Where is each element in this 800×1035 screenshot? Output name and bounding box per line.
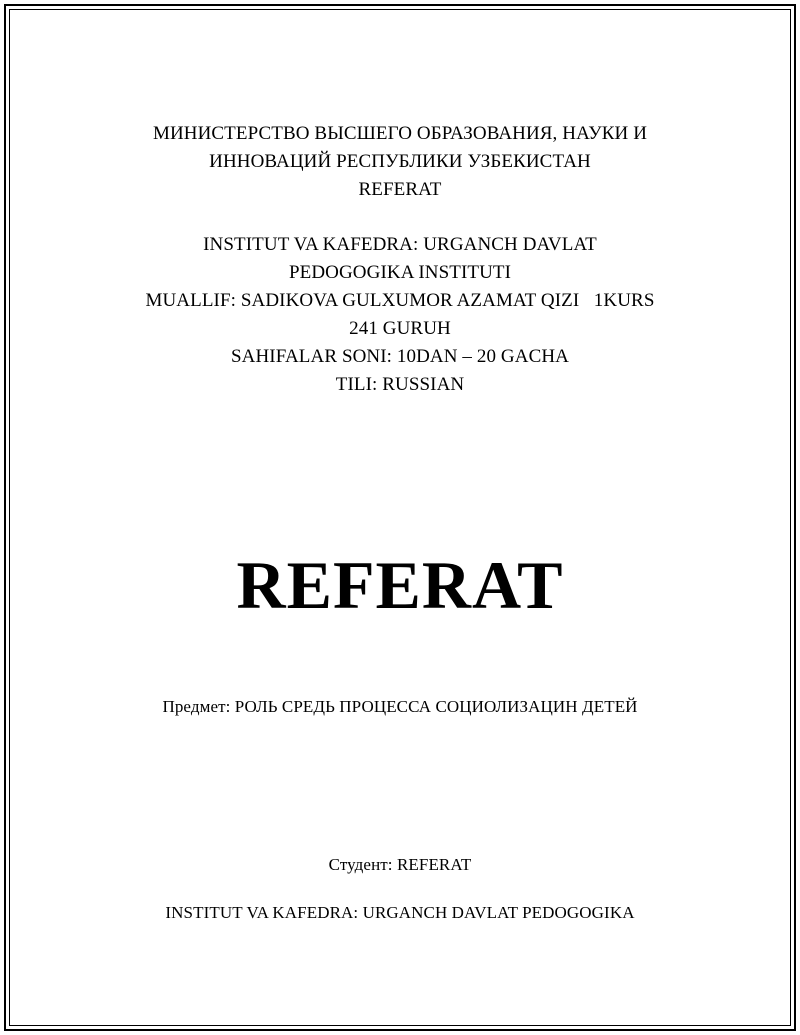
main-title: REFERAT	[236, 547, 564, 623]
pages-count: SAHIFALAR SONI: 10DAN – 20 GACHA	[230, 346, 569, 367]
subject-line: Предмет: РОЛЬ СРЕДЬ ПРОЦЕССА СОЦИОЛИЗАЦИН ДЕТЕЙ	[162, 697, 638, 716]
author-line-1: MUALLIF: SADIKOVA GULXUMOR AZAMAT QIZI 1KURS	[145, 290, 655, 311]
author-line-2: 241 GURUH	[349, 318, 451, 339]
student-line: Студент: REFERAT	[328, 855, 472, 874]
institute-line-1: INSTITUT VA KAFEDRA: URGANCH DAVLAT	[203, 234, 597, 255]
ministry-line-1: МИНИСТЕРСТВО ВЫСШЕГО ОБРАЗОВАНИЯ, НАУКИ И	[152, 123, 648, 144]
footer-institute-line: INSTITUT VA KAFEDRA: URGANCH DAVLAT PEDOGOGIKA	[165, 903, 635, 922]
institute-line-2: PEDOGOGIKA INSTITUTI	[288, 262, 512, 283]
language-line: TILI: RUSSIAN	[335, 374, 465, 395]
doc-type-label: REFERAT	[358, 179, 442, 200]
ministry-line-2: ИННОВАЦИЙ РЕСПУБЛИКИ УЗБЕКИСТАН	[209, 151, 591, 172]
